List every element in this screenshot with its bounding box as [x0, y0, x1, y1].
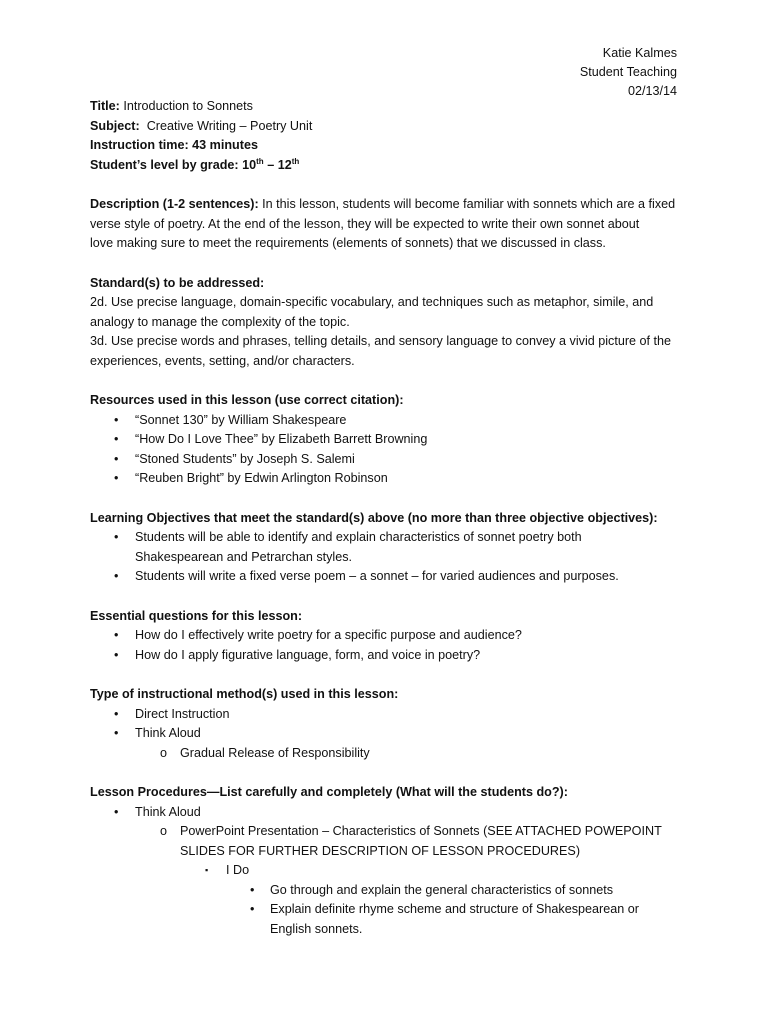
list-item: • How do I apply figurative language, form, and voice in poetry?: [90, 646, 680, 666]
resources-heading: Resources used in this lesson (use correct citation):: [90, 393, 404, 407]
bullet-icon: •: [114, 451, 119, 466]
list-item: o Gradual Release of Responsibility: [90, 744, 680, 764]
bullet-icon: •: [114, 412, 119, 427]
level-to-sup: th: [291, 156, 300, 166]
description-line-3: love making sure to meet the requirements (elements of sonnets) that we discussed in class.: [90, 236, 606, 250]
square-bullet-icon: ▪: [205, 865, 209, 875]
title-line: [90, 97, 680, 117]
methods-heading: Type of instructional method(s) used in this lesson:: [90, 687, 399, 701]
standards-section: [90, 274, 680, 372]
standard-3d-line-2: experiences, events, setting, and/or characters.: [90, 353, 355, 368]
objectives-heading: Learning Objectives that meet the standard(s) above (no more than three objective objectives):: [90, 510, 658, 525]
description-line-1: In this lesson, students will become familiar with sonnets which are a fixed: [262, 197, 676, 211]
standard-3d-line-1: 3d. Use precise words and phrases, telling details, and sensory language to convey a vivid picture of the: [90, 334, 672, 348]
time-value: 43 minutes: [192, 138, 258, 152]
description-section: [90, 195, 680, 254]
document-body: [90, 97, 680, 939]
bullet-icon: •: [250, 902, 255, 916]
list-item: o PowerPoint Presentation – Characteristics of Sonnets (SEE ATTACHED POWEPOINT SLIDES FOR FURTHER DESCRIPTION OF LESSON PROCEDURES): [160, 824, 662, 858]
questions-section: [90, 607, 680, 666]
procedures-heading: Lesson Procedures—List carefully and completely (What will the students do?):: [90, 785, 568, 799]
resources-section: [90, 391, 680, 489]
bullet-icon: •: [114, 530, 119, 544]
questions-heading: Essential questions for this lesson:: [90, 608, 303, 623]
level-to: 12: [277, 157, 292, 172]
list-item: • Students will write a fixed verse poem – a sonnet – for varied audiences and purposes.: [90, 567, 680, 587]
list-item: • “Stoned Students” by Joseph S. Salemi: [90, 450, 680, 470]
list-item: • Think Aloud: [90, 803, 680, 823]
level-from-sup: th: [256, 156, 264, 166]
standard-2d-line-1: 2d. Use precise language, domain-specific vocabulary, and techniques such as metaphor, simile, and: [90, 295, 654, 309]
description-label: Description (1-2 sentences):: [90, 197, 259, 211]
list-item: • How do I effectively write poetry for a specific purpose and audience?: [90, 626, 680, 646]
methods-list: [90, 705, 680, 764]
standards-heading: Standard(s) to be addressed:: [90, 275, 265, 290]
bullet-icon: •: [114, 569, 119, 583]
bullet-icon: •: [114, 804, 119, 819]
bullet-icon: •: [114, 647, 119, 662]
bullet-icon: •: [114, 628, 119, 642]
document-header: [580, 44, 677, 101]
author-name: Katie Kalmes: [602, 46, 677, 60]
standard-2d-line-2: analogy to manage the complexity of the topic.: [90, 314, 350, 329]
course-name: Student Teaching: [579, 65, 677, 79]
level-label: Student’s level by grade:: [90, 157, 239, 172]
questions-list: [90, 626, 680, 665]
description-line-2: verse style of poetry. At the end of the lesson, they will be expected to write their own sonnet about: [90, 216, 640, 231]
list-item: • Go through and explain the general characteristics of sonnets: [90, 881, 680, 901]
bullet-icon: •: [114, 706, 119, 721]
methods-section: [90, 685, 680, 763]
list-item: • “How Do I Love Thee” by Elizabeth Barrett Browning: [90, 430, 680, 450]
instruction-time-line: [90, 136, 680, 156]
list-item: • Think Aloud: [90, 724, 680, 744]
title-value: Introduction to Sonnets: [123, 99, 253, 113]
resources-list: [90, 411, 680, 489]
level-dash: –: [267, 157, 275, 172]
list-item: • Explain definite rhyme scheme and structure of Shakespearean or English sonnets.: [250, 902, 639, 936]
grade-level-line: [90, 156, 680, 176]
subject-line: [90, 117, 680, 137]
list-item: • Students will be able to identify and explain characteristics of sonnet poetry both Shakespearean and Petrarchan styles.: [114, 530, 582, 564]
document-date: 02/13/14: [627, 84, 677, 98]
title-label: Title:: [90, 99, 120, 113]
time-label: Instruction time:: [90, 138, 189, 152]
circle-bullet-icon: o: [160, 824, 168, 838]
list-item: • Direct Instruction: [90, 705, 680, 725]
objectives-section: [90, 509, 680, 587]
list-item: • “Sonnet 130” by William Shakespeare: [90, 411, 680, 431]
list-item: ▪ I Do: [90, 861, 680, 881]
bullet-icon: •: [114, 726, 119, 740]
objectives-list: [90, 528, 680, 587]
circle-bullet-icon: o: [160, 745, 168, 760]
bullet-icon: •: [114, 471, 119, 485]
procedures-list: [90, 803, 680, 940]
subject-value: Creative Writing – Poetry Unit: [146, 118, 313, 133]
list-item: • “Reuben Bright” by Edwin Arlington Robinson: [90, 469, 680, 489]
bullet-icon: •: [114, 432, 119, 446]
procedures-section: [90, 783, 680, 939]
level-from: 10: [242, 157, 257, 172]
subject-label: Subject:: [90, 118, 140, 133]
bullet-icon: •: [250, 882, 255, 897]
